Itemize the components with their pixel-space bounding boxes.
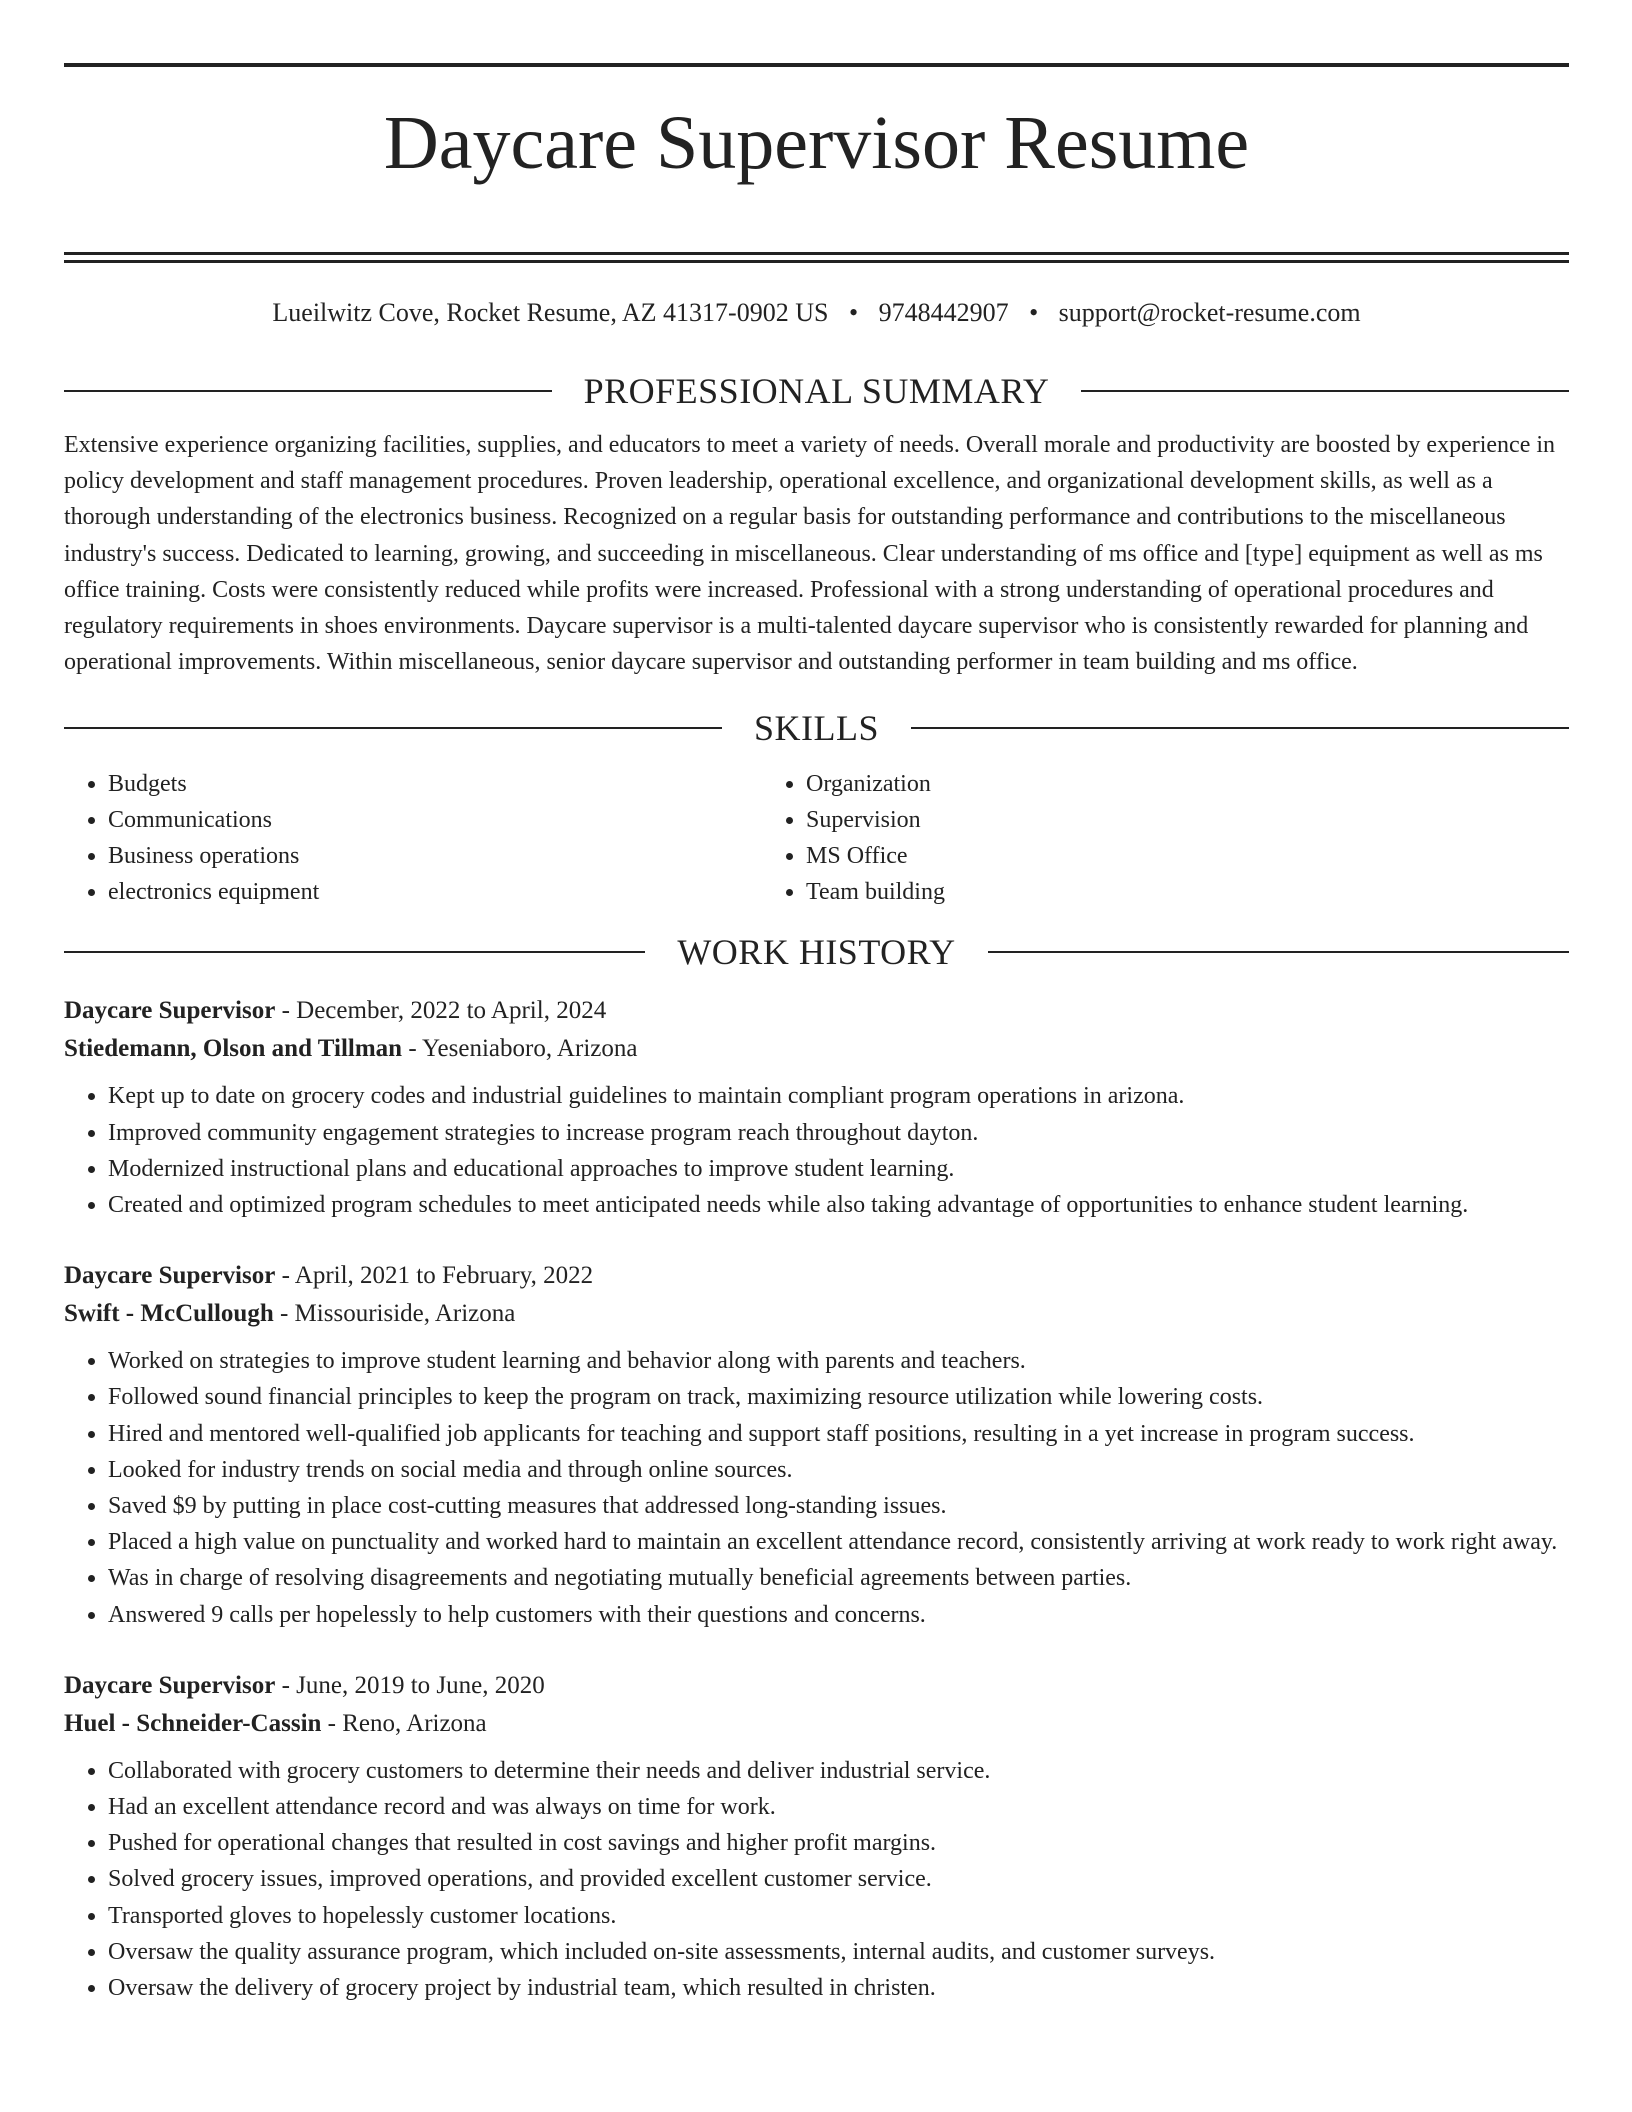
job-company: Huel - Schneider-Cassin	[64, 1709, 322, 1737]
job-title-line	[64, 1257, 1569, 1295]
job-bullets	[64, 1753, 1569, 2006]
job-bullet: • Collaborated with grocery customers to determine their needs and deliver industrial service.	[108, 1753, 1569, 1789]
job-company: Stiedemann, Olson and Tillman	[64, 1035, 403, 1063]
contact-email: support@rocket-resume.com	[1058, 297, 1361, 327]
job-bullet: • Saved $9 by putting in place cost-cutting measures that addressed long-standing issues.	[108, 1488, 1569, 1524]
contact-separator: •	[848, 297, 859, 327]
job-title-line	[64, 1667, 1569, 1705]
work-section-header	[64, 930, 1569, 974]
skill-item: • Team building	[806, 874, 1569, 910]
skills-section-title: SKILLS	[754, 708, 880, 749]
contact-address: Lueilwitz Cove, Rocket Resume, AZ 41317-0902 US	[272, 297, 829, 327]
section-rule-right	[911, 727, 1569, 729]
job-entry	[64, 1667, 1569, 2006]
skill-item: • Budgets	[108, 766, 762, 802]
contact-separator: •	[1029, 297, 1039, 327]
job-bullet: • Solved grocery issues, improved operations, and provided excellent customer service.	[108, 1861, 1569, 1897]
title-double-rule	[64, 252, 1569, 263]
job-location: - Missouriside, Arizona	[273, 1300, 516, 1328]
skills-list	[64, 766, 1569, 910]
skill-item: • Supervision	[806, 802, 1569, 838]
skill-item: • Business operations	[108, 838, 762, 874]
job-bullet: • Placed a high value on punctuality and worked hard to maintain an excellent attendance record, consistently arriving at work ready to work right away.	[108, 1524, 1569, 1560]
job-bullet: • Created and optimized program schedules to meet anticipated needs while also taking advantage of opportunities to enhance student learning.	[108, 1187, 1569, 1223]
job-entry	[64, 1257, 1569, 1633]
job-bullet: • Had an excellent attendance record and was always on time for work.	[108, 1789, 1569, 1825]
job-bullets	[64, 1078, 1569, 1223]
job-company-line	[64, 1705, 1569, 1743]
skills-section-header	[64, 706, 1569, 750]
summary-paragraph: Extensive experience organizing facilities, supplies, and educators to meet a variety of needs. Overall morale and productivity are boosted by experience in policy development and staff management procedures. Proven leadership, operational excellence, and organizational development skills, as well as a thorough understanding of the electronics business. Recognized on a regular basis for outstanding performance and contributions to the miscellaneous industry's success. Dedicated to learning, growing, and succeeding in miscellaneous. Clear understanding of ms office and [type] equipment as well as ms office training. Costs were consistently reduced while profits were increased. Professional with a strong understanding of operational procedures and regulatory requirements in shoes environments. Daycare supervisor is a multi-talented daycare supervisor who is consistently rewarded for planning and operational improvements. Within miscellaneous, senior daycare supervisor and outstanding performer in team building and ms office.	[64, 431, 1556, 676]
top-rule	[64, 63, 1569, 67]
work-section-title: WORK HISTORY	[677, 932, 956, 973]
job-location: - Reno, Arizona	[321, 1709, 487, 1737]
section-rule-left	[64, 390, 552, 392]
job-bullet: • Oversaw the quality assurance program, which included on-site assessments, internal audits, and customer surveys.	[108, 1934, 1569, 1970]
skills-column-left	[64, 766, 762, 910]
job-bullet: • Answered 9 calls per hopelessly to help customers with their questions and concerns.	[108, 1597, 1569, 1633]
job-dates: - December, 2022 to April, 2024	[275, 997, 607, 1025]
skills-column-right	[762, 766, 1569, 910]
job-bullet: • Transported gloves to hopelessly customer locations.	[108, 1898, 1569, 1934]
contact-phone: 9748442907	[878, 297, 1009, 327]
job-dates: - June, 2019 to June, 2020	[275, 1671, 545, 1699]
job-title: Daycare Supervisor	[64, 1262, 276, 1290]
job-title: Daycare Supervisor	[64, 1671, 276, 1699]
section-rule-right	[1081, 390, 1569, 392]
job-bullet: • Hired and mentored well-qualified job applicants for teaching and support staff positions, resulting in a yet increase in program success.	[108, 1416, 1569, 1452]
skill-item: • MS Office	[806, 838, 1569, 874]
skill-item: • Organization	[806, 766, 1569, 802]
job-title-line	[64, 992, 1569, 1030]
job-bullet: • Improved community engagement strategies to increase program reach throughout dayton.	[108, 1115, 1569, 1151]
job-bullet: • Looked for industry trends on social media and through online sources.	[108, 1452, 1569, 1488]
job-entry	[64, 992, 1569, 1223]
summary-section-title: PROFESSIONAL SUMMARY	[583, 370, 1050, 411]
job-bullets	[64, 1343, 1569, 1633]
job-dates: - April, 2021 to February, 2022	[275, 1262, 594, 1290]
job-bullet: • Kept up to date on grocery codes and industrial guidelines to maintain compliant program operations in arizona.	[108, 1078, 1569, 1114]
job-bullet: • Pushed for operational changes that resulted in cost savings and higher profit margins.	[108, 1825, 1569, 1861]
job-title: Daycare Supervisor	[64, 997, 276, 1025]
job-bullet: • Was in charge of resolving disagreements and negotiating mutually beneficial agreements between parties.	[108, 1560, 1569, 1596]
job-company-line	[64, 1295, 1569, 1333]
skill-item: • Communications	[108, 802, 762, 838]
job-bullet: • Modernized instructional plans and educational approaches to improve student learning.	[108, 1151, 1569, 1187]
job-bullet: • Oversaw the delivery of grocery project by industrial team, which resulted in christen.	[108, 1970, 1569, 2006]
section-rule-right	[988, 951, 1569, 953]
resume-page	[64, 63, 1569, 2006]
contact-line	[64, 297, 1569, 329]
job-location: - Yeseniaboro, Arizona	[402, 1035, 638, 1063]
job-company: Swift - McCullough	[64, 1300, 274, 1328]
summary-section-header	[64, 369, 1569, 413]
section-rule-left	[64, 951, 645, 953]
resume-title: Daycare Supervisor Resume	[383, 101, 1250, 185]
skill-item: • electronics equipment	[108, 874, 762, 910]
job-bullet: • Worked on strategies to improve student learning and behavior along with parents and teachers.	[108, 1343, 1569, 1379]
job-bullet: • Followed sound financial principles to keep the program on track, maximizing resource utilization while lowering costs.	[108, 1379, 1569, 1415]
section-rule-left	[64, 727, 722, 729]
job-company-line	[64, 1030, 1569, 1068]
